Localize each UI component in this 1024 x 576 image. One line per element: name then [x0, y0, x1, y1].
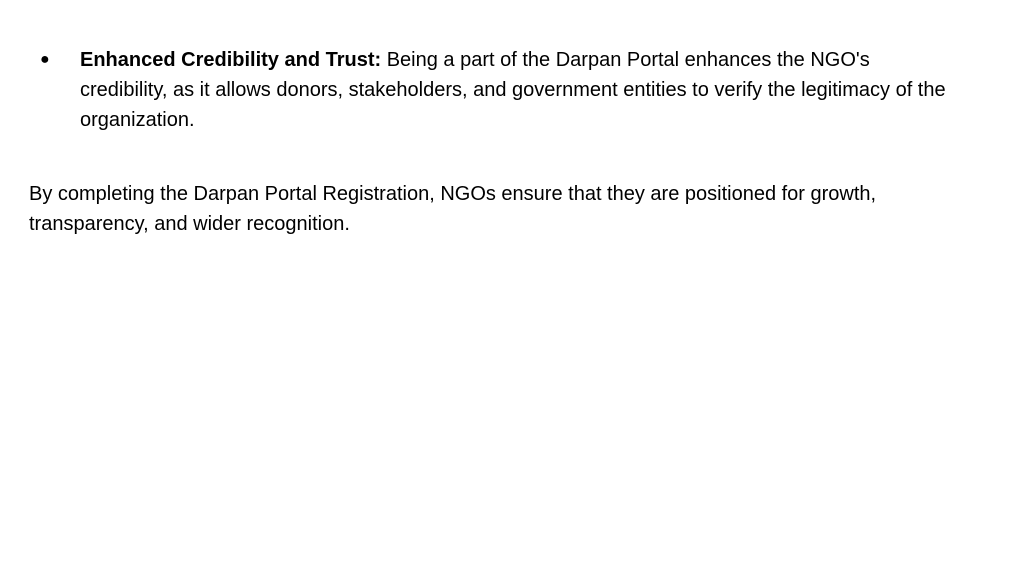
bullet-text: Being a part of the Darpan Portal enhances the NGO's credibility, as it allows donors, stakeholders, and government entities to verify the legitimacy of the organization. — [80, 49, 946, 131]
closing-paragraph: By completing the Darpan Portal Registration, NGOs ensure that they are positioned for growth, transparency, and wider recognition. — [29, 183, 877, 235]
bullet-dot-icon: ● — [40, 51, 50, 68]
bullet-item-credibility — [30, 45, 960, 135]
bullet-list — [30, 45, 960, 135]
bullet-heading: Enhanced Credibility and Trust: — [80, 49, 382, 71]
